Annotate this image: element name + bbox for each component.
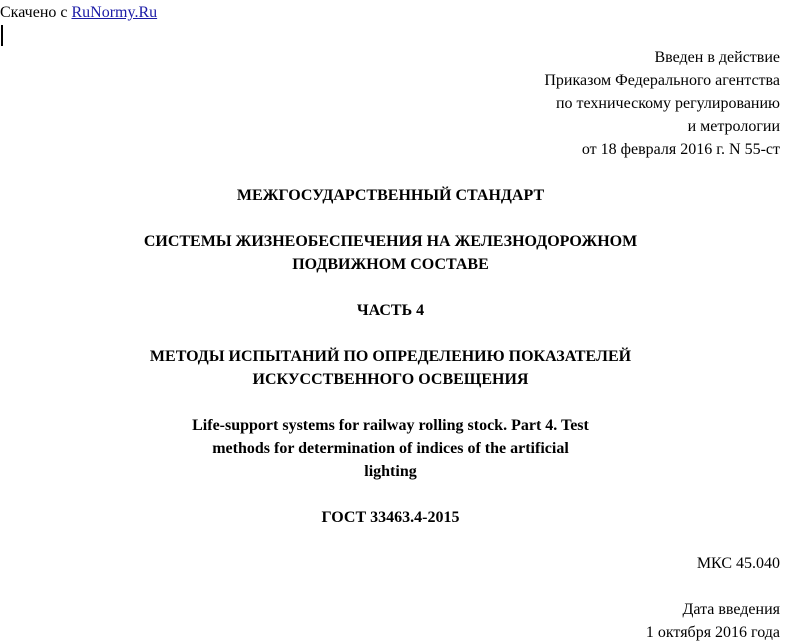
- approval-line: Введен в действие: [654, 49, 780, 66]
- document-part: [0, 299, 781, 322]
- standard-number: [0, 506, 781, 529]
- approval-line: по техническому регулированию: [555, 95, 780, 112]
- mks-code-text: МКС 45.040: [696, 555, 780, 572]
- mks-code: [697, 552, 780, 575]
- document-subtitle: [0, 345, 781, 391]
- source-prefix: Скачено с: [0, 4, 72, 21]
- introduction-date-label: Дата введения: [682, 601, 780, 618]
- english-title-line: methods for determination of indices of the artificial: [212, 440, 569, 457]
- standard-category-text: МЕЖГОСУДАРСТВЕННЫЙ СТАНДАРТ: [236, 187, 545, 204]
- introduction-date-value: 1 октября 2016 года: [645, 624, 780, 641]
- approval-line: и метрологии: [687, 118, 780, 135]
- english-title-line: Life-support systems for railway rolling stock. Part 4. Test: [192, 417, 589, 434]
- text-cursor: [1, 25, 3, 46]
- standard-number-text: ГОСТ 33463.4-2015: [321, 509, 460, 526]
- document-title-line: СИСТЕМЫ ЖИЗНЕОБЕСПЕЧЕНИЯ НА ЖЕЛЕЗНОДОРОЖНОМ: [143, 233, 638, 250]
- document-title: [0, 230, 781, 276]
- english-title-line: lighting: [364, 463, 417, 480]
- english-title: [0, 414, 781, 483]
- document-part-text: ЧАСТЬ 4: [356, 302, 425, 319]
- approval-line: Приказом Федерального агентства: [544, 72, 780, 89]
- document-subtitle-line: МЕТОДЫ ИСПЫТАНИЙ ПО ОПРЕДЕЛЕНИЮ ПОКАЗАТЕЛЕЙ: [149, 348, 632, 365]
- source-link[interactable]: RuNormy.Ru: [71, 4, 158, 21]
- introduction-date-block: [646, 598, 780, 644]
- standard-category: [0, 184, 781, 207]
- document-title-line: ПОДВИЖНОМ СОСТАВЕ: [292, 256, 489, 273]
- approval-line: от 18 февраля 2016 г. N 55-ст: [581, 141, 780, 158]
- source-line: [0, 3, 157, 23]
- document-subtitle-line: ИСКУССТВЕННОГО ОСВЕЩЕНИЯ: [252, 371, 529, 388]
- approval-block: [544, 46, 780, 161]
